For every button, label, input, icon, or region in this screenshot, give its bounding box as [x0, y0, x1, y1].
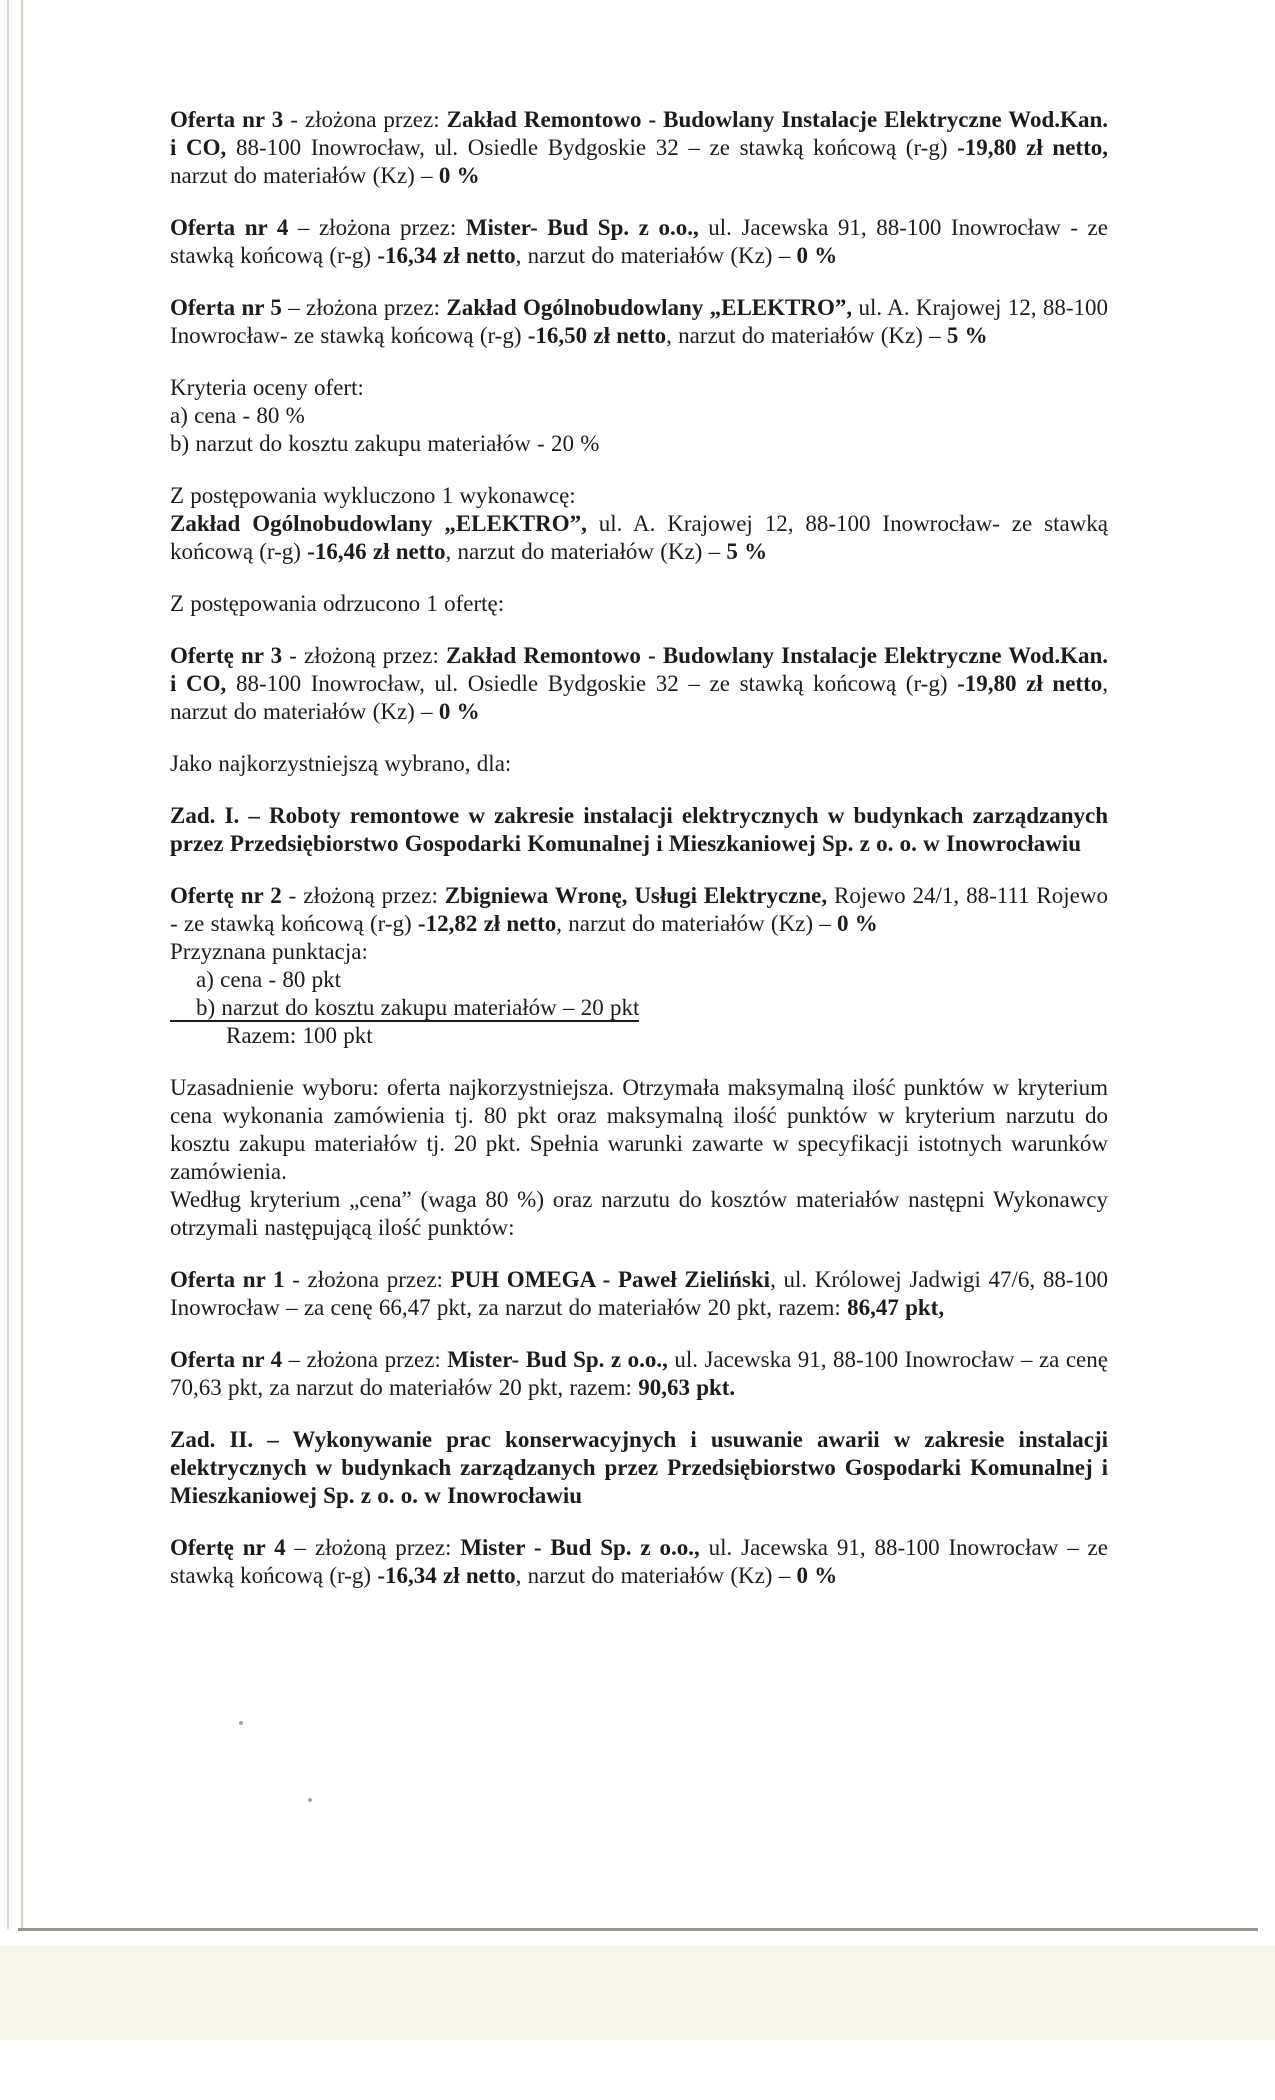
text-run: Oferta nr 4	[170, 1347, 283, 1372]
text-run: , ul. Królowej Jadwigi 47/6, 88-100 Inowrocław – za cenę 66,47 pkt, za narzut do materiałów 20 pkt, razem:	[170, 1267, 1109, 1320]
selection-justification	[170, 1074, 1108, 1242]
text-run: - złożoną przez:	[281, 883, 445, 908]
indent-spacer	[170, 1042, 226, 1043]
text-run: ul. Jacewska 91, 88-100 Inowrocław – za cenę 70,63 pkt, za narzut do materiałów 20 pkt, razem:	[170, 1347, 1108, 1400]
offer-4-selected-task2	[170, 1534, 1108, 1590]
text-run: 90,63 pkt.	[638, 1375, 736, 1400]
text-run: ul. A. Krajowej 12, 88-100 Inowrocław- ze stawką końcową (r-g)	[170, 511, 1108, 564]
text-run: Jako najkorzystniejszą wybrano, dla:	[170, 751, 512, 776]
text-run: Mister- Bud Sp. z o.o.,	[465, 215, 699, 240]
text-run: Zakład Remontowo - Budowlany Instalacje Elektryczne Wod.Kan. i CO,	[170, 107, 1108, 160]
text-run: , narzut do materiałów (Kz) –	[445, 539, 727, 564]
scan-edge-line-outer	[7, 0, 9, 1929]
scan-bottom-band	[0, 1946, 1275, 2040]
text-run: Mister - Bud Sp. z o.o.,	[460, 1535, 700, 1560]
text-run: , narzut do materiałów (Kz) –	[170, 671, 1108, 724]
text-run: , narzut do materiałów (Kz) –	[515, 1563, 797, 1588]
text-run: 0 %	[438, 163, 480, 188]
text-run: Kryteria oceny ofert:	[170, 375, 364, 400]
text-run: Oferta nr 4	[170, 215, 289, 240]
text-run: ul. A. Krajowej 12, 88-100 Inowrocław- ze stawką końcową (r-g)	[170, 295, 1108, 348]
text-run: – złożoną przez:	[285, 1535, 461, 1560]
text-run: Razem: 100 pkt	[226, 1023, 373, 1048]
text-run: -16,34 zł netto	[377, 243, 516, 268]
text-run: – złożona przez:	[282, 1347, 448, 1372]
scan-speck	[308, 1798, 312, 1802]
text-run: Oferta nr 1	[170, 1267, 285, 1292]
offer-3-rejected	[170, 642, 1108, 726]
text-run: Uzasadnienie wyboru: oferta najkorzystniejsza. Otrzymała maksymalną ilość punktów w kryterium cena wykonania zamówienia tj. 80 pkt oraz maksymalną ilość punktów w kryterium narzutu do kosztu zakupu materiałów tj. 20 pkt. Spełnia warunki zawarte w specyfikacji istotnych warunków zamówienia.	[170, 1075, 1108, 1184]
offer-1-points	[170, 1266, 1108, 1322]
text-run: Oferta nr 3	[170, 107, 284, 132]
text-run: -16,46 zł netto	[307, 539, 446, 564]
document-body	[170, 106, 1108, 1590]
evaluation-criteria	[170, 374, 1108, 458]
text-run: -12,82 zł netto	[417, 911, 557, 936]
text-run: Z postępowania wykluczono 1 wykonawcę:	[170, 483, 576, 508]
text-run: - złożona przez:	[284, 1267, 451, 1292]
text-run: Zakład Ogólnobudowlany „ELEKTRO”,	[446, 295, 853, 320]
offer-2-selected	[170, 882, 1108, 1050]
text-run: -19,80 zł netto,	[957, 135, 1108, 160]
text-run: - złożona przez:	[283, 107, 447, 132]
text-run: , narzut do materiałów (Kz) –	[556, 911, 838, 936]
text-run: Rojewo 24/1, 88-111 Rojewo - ze stawką końcową (r-g)	[170, 883, 1108, 936]
text-run: Przyznana punktacja:	[170, 939, 368, 964]
text-run: 88-100 Inowrocław, ul. Osiedle Bydgoskie 32 – ze stawką końcową (r-g)	[226, 671, 958, 696]
text-run: - złożoną przez:	[282, 643, 446, 668]
text-run: -16,34 zł netto	[377, 1563, 516, 1588]
excluded-contractor	[170, 482, 1108, 566]
text-run: Ofertę nr 3	[170, 643, 283, 668]
offer-3-submitted	[170, 106, 1108, 190]
text-run: -16,50 zł netto	[527, 323, 667, 348]
offer-4-points	[170, 1346, 1108, 1402]
rejected-note	[170, 590, 1108, 618]
text-run: ul. Jacewska 91, 88-100 Inowrocław – ze stawką końcową (r-g)	[170, 1535, 1108, 1588]
text-run: narzut do materiałów (Kz) –	[170, 163, 439, 188]
text-run: , narzut do materiałów (Kz) –	[515, 243, 797, 268]
text-run: Z postępowania odrzucono 1 ofertę:	[170, 591, 505, 616]
text-run: 0 %	[796, 1563, 838, 1588]
text-run: ul. Jacewska 91, 88-100 Inowrocław - ze stawką końcową (r-g)	[170, 215, 1108, 268]
text-run: Oferta nr 5	[170, 295, 282, 320]
text-run: Ofertę nr 2	[170, 883, 282, 908]
offer-5-submitted	[170, 294, 1108, 350]
text-run: Zakład Ogólnobudowlany „ELEKTRO”,	[170, 511, 587, 536]
text-run: PUH OMEGA - Paweł Zieliński	[450, 1267, 771, 1292]
text-run: 0 %	[438, 699, 480, 724]
text-run: a) cena - 80 %	[170, 403, 305, 428]
text-run: Mister- Bud Sp. z o.o.,	[447, 1347, 668, 1372]
text-run: Zad. II. – Wykonywanie prac konserwacyjnych i usuwanie awarii w zakresie instalacji elektrycznych w budynkach zarządzanych przez Przedsiębiorstwo Gospodarki Komunalnej i Mieszkaniowej Sp. z o. o. w Inowrocławiu	[170, 1427, 1108, 1508]
text-run: b) narzut do kosztu zakupu materiałów – 20 pkt	[170, 995, 639, 1022]
text-run: Zbigniewa Wronę, Usługi Elektryczne,	[444, 883, 828, 908]
scan-edge-line-inner	[21, 0, 23, 1929]
text-run: – złożona przez:	[288, 215, 466, 240]
text-run: Zad. I. – Roboty remontowe w zakresie instalacji elektrycznych w budynkach zarządzanych przez Przedsiębiorstwo Gospodarki Komunalnej i Mieszkaniowej Sp. z o. o. w Inowrocławiu	[170, 803, 1108, 856]
indent-spacer	[170, 986, 196, 987]
text-run: 86,47 pkt,	[847, 1295, 945, 1320]
text-run: 0 %	[796, 243, 838, 268]
text-run: Ofertę nr 4	[170, 1535, 286, 1560]
text-run: b) narzut do kosztu zakupu materiałów - 20 %	[170, 431, 600, 456]
text-run: -19,80 zł netto	[957, 671, 1103, 696]
best-offer-intro	[170, 750, 1108, 778]
task-1-heading	[170, 802, 1108, 858]
text-run: , narzut do materiałów (Kz) –	[666, 323, 947, 348]
text-run: – złożona przez:	[281, 295, 447, 320]
text-run: a) cena - 80 pkt	[196, 967, 342, 992]
text-run: 88-100 Inowrocław, ul. Osiedle Bydgoskie 32 – ze stawką końcową (r-g)	[226, 135, 958, 160]
text-run: 5 %	[946, 323, 988, 348]
task-2-heading	[170, 1426, 1108, 1510]
scan-speck	[239, 1721, 243, 1725]
offer-4-submitted	[170, 214, 1108, 270]
text-run: 0 %	[837, 911, 878, 936]
text-run: Zakład Remontowo - Budowlany Instalacje Elektryczne Wod.Kan. i CO,	[170, 643, 1108, 696]
text-run: Według kryterium „cena” (waga 80 %) oraz narzutu do kosztów materiałów następni Wykonawcy otrzymali następującą ilość punktów:	[170, 1187, 1108, 1240]
scan-bottom-edge-line	[18, 1928, 1258, 1931]
text-run: 5 %	[726, 539, 768, 564]
